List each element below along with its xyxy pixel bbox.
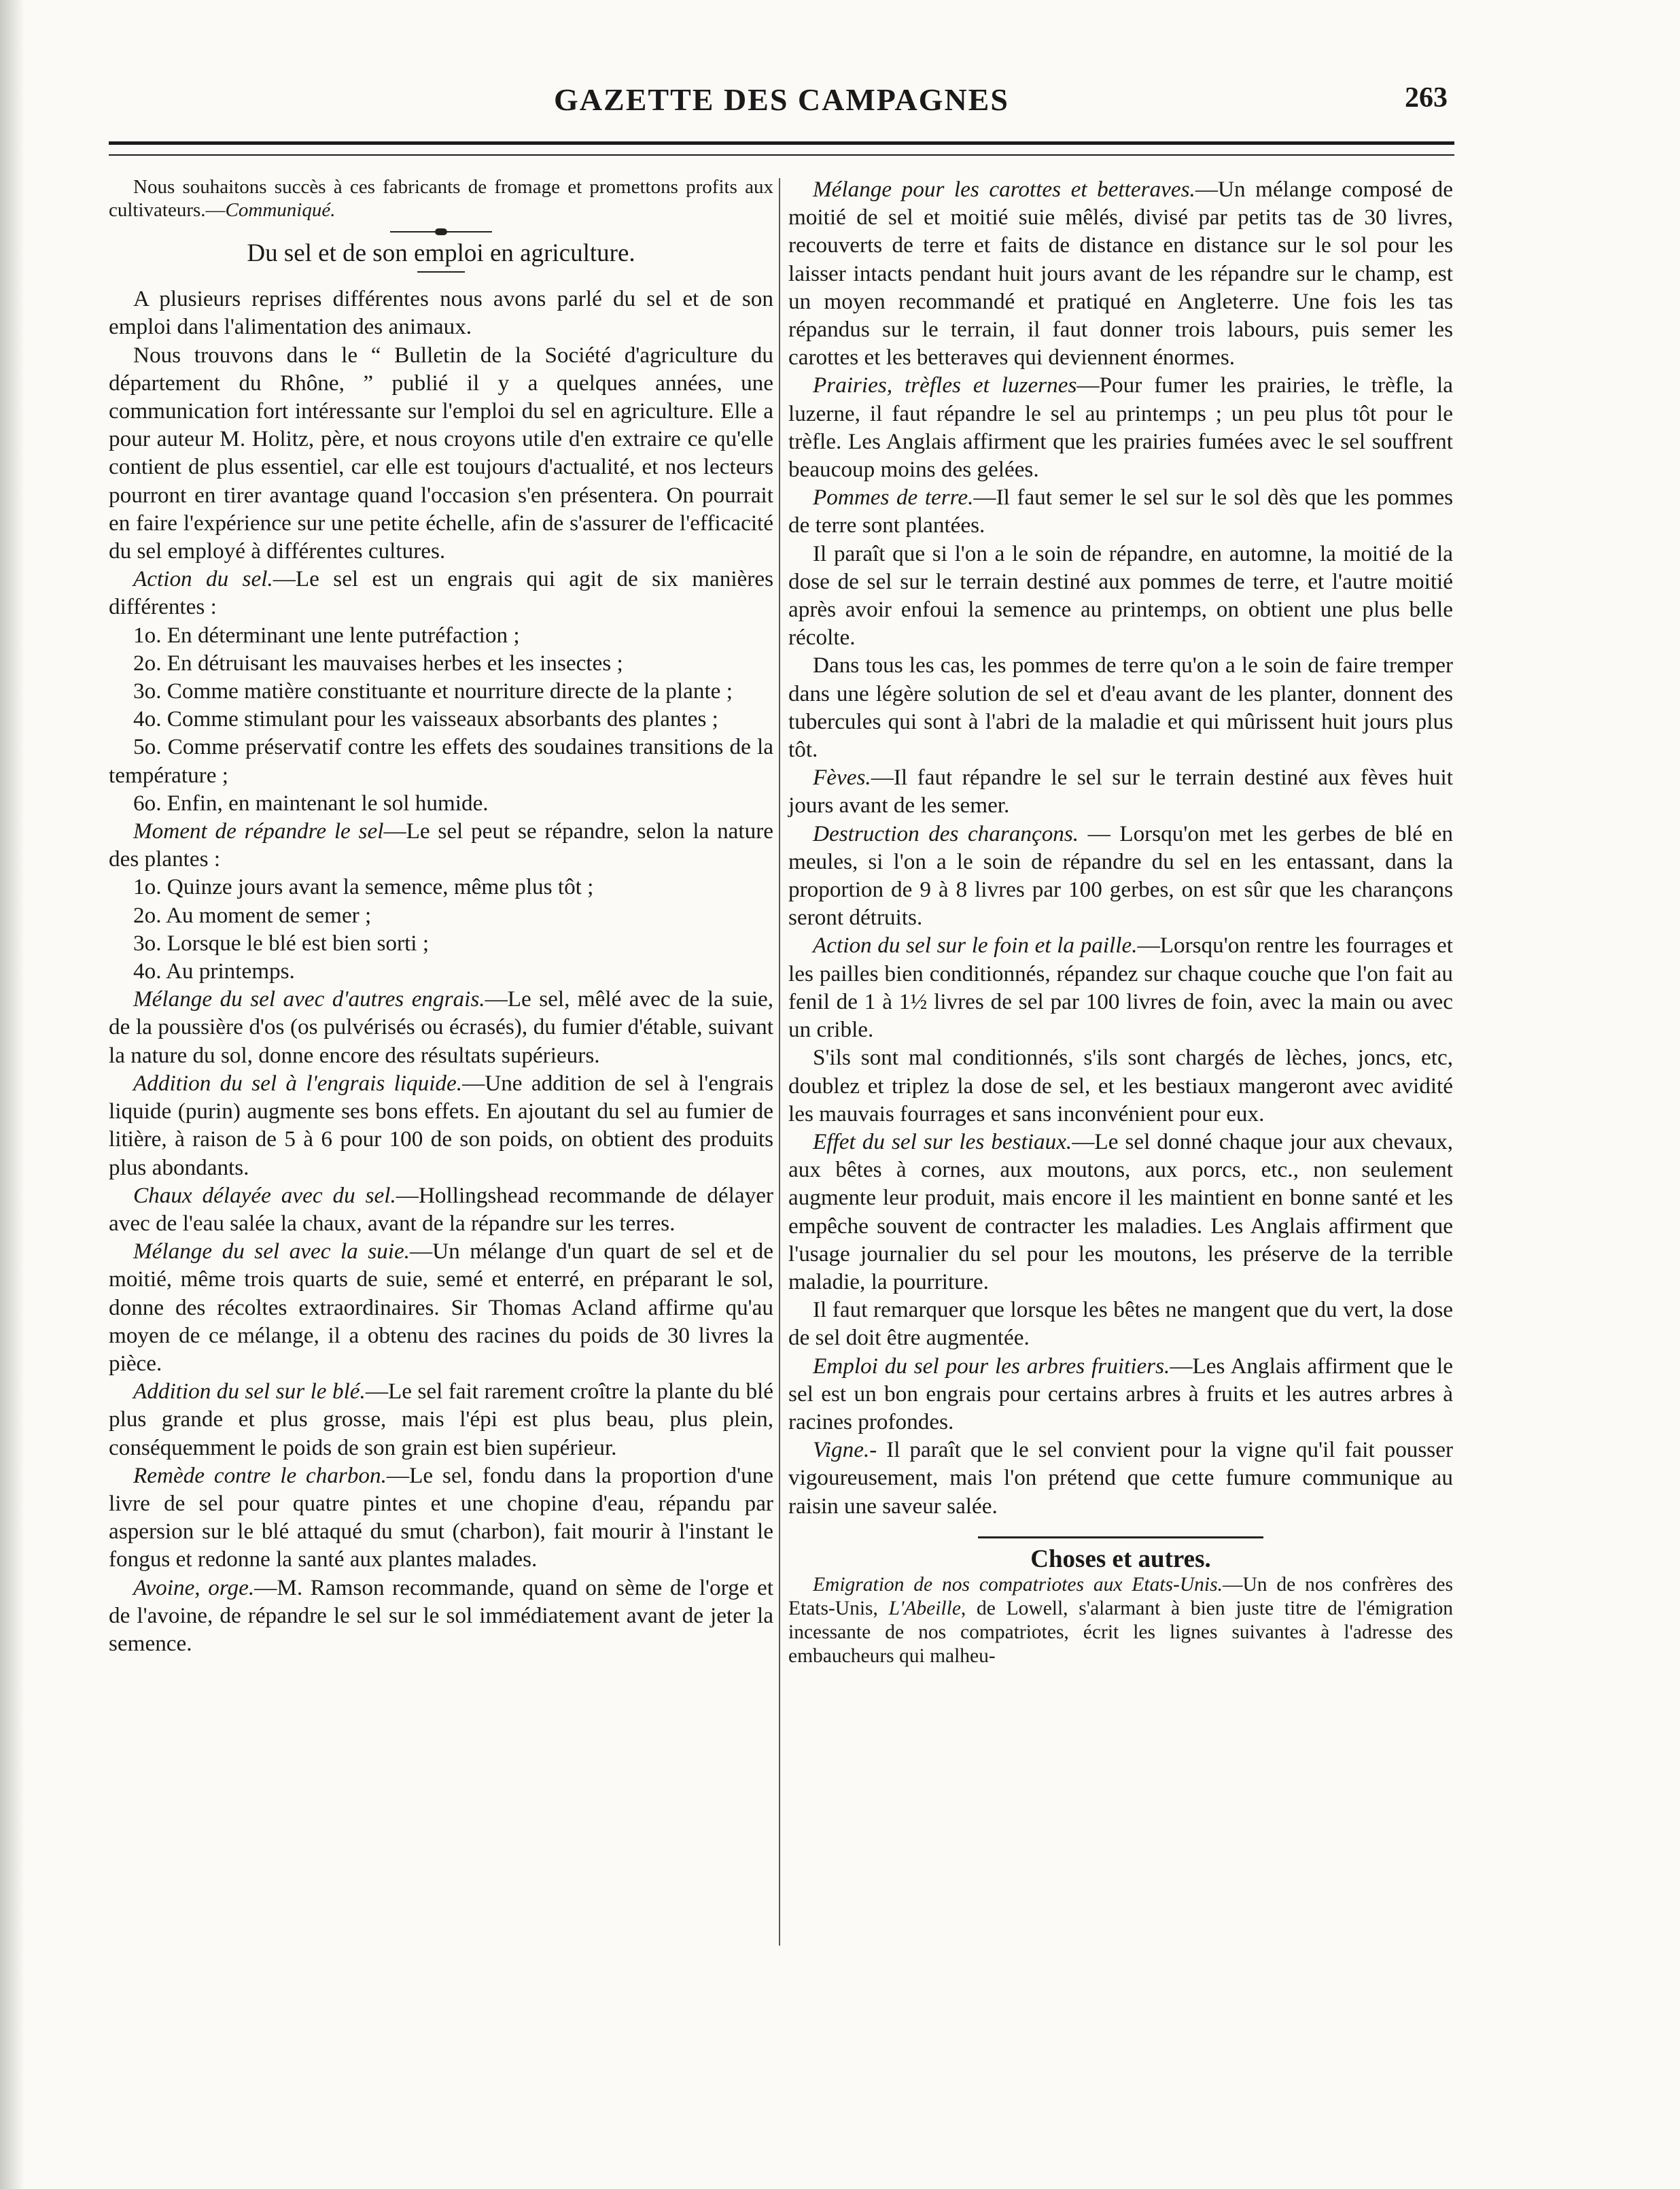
paragraph-lead: Pommes de terre. [813,485,974,511]
article-paragraph [109,677,773,705]
title-rule [417,271,465,273]
paragraph-text: —Le sel, fondu dans la proportion d'une livre de sel pour quatre pintes et une chopine d'eau, répandu par aspersion sur le blé attaqué du smut (charbon), fait mourir à l'instant le fongus et redonne la santé aux plantes malades. [109,1462,773,1572]
paragraph-text: Dans tous les cas, les pommes de terre qu'on a le soin de faire tremper dans une légère solution de sel et d'eau avant de les planter, donnent des tubercules qui sont à l'abri de la maladie et qui mûrissent huit jours plus tôt. [788,653,1453,763]
column-divider [779,178,780,1946]
news-paragraph [788,1573,1453,1668]
article-paragraph [109,341,773,566]
section-rule [978,1536,1263,1538]
article-paragraph [109,901,773,929]
paragraph-text: —Le sel donné chaque jour aux chevaux, aux bêtes à cornes, aux moutons, aux porcs, etc., non seulement augmente leur produit, mais encore il les maintient en bonne santé et les empêche souvent de contracter les maladies. Les Anglais affirment que l'usage journalier du sel pour les moutons, les préserve de la terrible maladie, la pourriture. [788,1128,1453,1294]
paragraph-lead: Remède contre le charbon. [133,1462,387,1488]
article-paragraph [109,621,773,649]
right-article-body [788,175,1453,1520]
paragraph-text: 6o. Enfin, en maintenant le sol humide. [133,790,489,816]
paragraph-lead: Addition du sel sur le blé. [133,1379,366,1404]
paragraph-text: A plusieurs reprises différentes nous avons parlé du sel et de son emploi dans l'alimentation des animaux. [109,286,773,340]
paragraph-text: —Le sel peut se répandre, selon la nature des plantes : [109,818,774,872]
news-publication: L'Abeille [888,1597,961,1619]
article-paragraph [109,1182,773,1237]
article-paragraph [109,789,773,817]
article-paragraph [788,651,1453,763]
paragraph-text: 3o. Comme matière constituante et nourriture directe de la plante ; [133,678,733,704]
paragraph-text: S'ils sont mal conditionnés, s'ils sont chargés de lèches, joncs, etc, doublez et triplez la dose de sel, et les bestiaux mangeront avec avidité les mauvais fourrages et sans inconvénient pour eux. [788,1045,1453,1126]
article-paragraph [109,1574,773,1658]
right-column [788,175,1453,1668]
article-paragraph [788,540,1453,652]
paragraph-text: 4o. Au printemps. [133,959,295,984]
article-paragraph [788,820,1453,932]
paragraph-lead: Avoine, orge. [133,1574,255,1600]
paragraph-text: —Les Anglais affirment que le sel est un bon engrais pour certains arbres à fruits et les autres arbres à racines profondes. [788,1353,1453,1434]
page-number: 263 [1405,82,1448,114]
paragraph-text: —Hollingshead recommande de délayer avec de l'eau salée la chaux, avant de la répandre sur les terres. [109,1182,773,1236]
paragraph-lead: Addition du sel à l'engrais liquide. [133,1070,463,1096]
paragraph-lead: Fèves. [813,765,871,791]
paragraph-text: —Lorsqu'on rentre les fourrages et les pailles bien conditionnés, répandez sur chaque couche que l'on fait au fenil de 1 à 1½ livres de sel par 100 livres de foin, avec la main ou avec un crible. [788,933,1453,1043]
article-paragraph [109,705,773,733]
paragraph-text: —Le sel fait rarement croître la plante du blé plus grande et plus grosse, mais l'épi est plus beau, plus plein, conséquemment le poids de son grain est bien supérieur. [109,1379,773,1460]
running-title: GAZETTE DES CAMPAGNES [554,82,1009,117]
article-paragraph [788,1352,1453,1436]
paragraph-text: —Il faut semer le sel sur le sol dès que les pommes de terre sont plantées. [788,485,1453,538]
left-article-body [109,285,773,1657]
intro-text: Nous souhaitons succès à ces fabricants de fromage et promettons profits aux cultivateurs.— [109,176,773,221]
paragraph-text: —Un mélange composé de moitié de sel et moitié suie mêlés, divisé par petits tas de 30 livres, recouverts de terre et faits de distance en distance sur le sol pour les laisser intacts pendant huit jours avant de les répandre sur le champ, est un moyen recommandé et pratiqué en Angleterre. Une fois les tas répandus sur le terrain, il faut donner trois labours, puis semer les carottes et les betteraves qui deviennent énormes. [788,177,1453,370]
paragraph-text: —Il faut répandre le sel sur le terrain destiné aux fèves huit jours avant de les semer. [788,765,1453,818]
article-paragraph [788,1296,1453,1351]
news-lead: Emigration de nos compatriotes aux Etats-Unis. [813,1573,1223,1596]
intro-signature: Communiqué. [225,199,336,221]
paragraph-text: —Le sel est un engrais qui agit de six manières différentes : [109,566,773,620]
article-paragraph [109,929,773,957]
article-paragraph [109,873,773,901]
article-paragraph [109,1377,773,1462]
paragraph-lead: Action du sel sur le foin et la paille. [813,933,1138,959]
article-paragraph [109,733,773,789]
paragraph-text: —M. Ramson recommande, quand on sème de l'orge et de l'avoine, de répandre le sel sur le sol immédiatement avant de jeter la semence. [109,1574,773,1656]
article-paragraph [109,1069,773,1182]
paragraph-text: — Lorsqu'on met les gerbes de blé en meules, si l'on a le soin de répandre du sel en les entassant, dans la proportion de 9 à 8 livres par 100 gerbes, on est sûr que les charançons seront détruits. [788,821,1453,931]
paragraph-lead: Destruction des charançons. [813,821,1079,846]
paragraph-lead: Moment de répandre le sel [133,818,384,844]
section-title: Choses et autres. [1030,1545,1211,1573]
news-text-before: —Un de nos confrères des Etats-Unis, [788,1573,1454,1619]
article-paragraph [788,1044,1453,1128]
page-header [116,76,1448,131]
paragraph-lead: Action du sel. [133,566,273,592]
article-paragraph [788,1128,1453,1296]
article-paragraph [109,285,773,341]
paragraph-lead: Mélange du sel avec d'autres engrais. [133,986,485,1012]
paragraph-text: —Pour fumer les prairies, le trèfle, la luzerne, il faut répandre le sel au printemps ; un peu plus tôt pour le trèfle. Les Anglais affirment que les prairies fumées avec le sel souffrent beaucoup moins des gelées. [788,373,1453,483]
article-title: Du sel et de son emploi en agriculture. [247,239,635,267]
paragraph-text: Nous trouvons dans le “ Bulletin de la Société d'agriculture du département du Rhône, ” publié il y a quelques années, une communication fort intéressante sur l'emploi du sel en agriculture. Elle a pour auteur M. Holitz, père, et nous croyons utile d'en extraire ce qu'elle contient de plus essentiel, car elle est toujours d'actualité, et nos lecteurs pourront en tirer avantage quand l'occasion s'en présentera. On pourrait en faire l'expérience sur une petite échelle, afin de s'assurer de l'efficacité du sel employé à différentes cultures. [109,342,773,564]
paragraph-lead: Emploi du sel pour les arbres fruitiers. [813,1353,1170,1379]
article-paragraph [109,985,773,1069]
paragraph-text: 5o. Comme préservatif contre les effets des soudaines transitions de la température ; [109,734,773,788]
paragraph-text: —Un mélange d'un quart de sel et de moitié, même trois quarts de suie, semé et enterré, en préparant le sol, donne des récoltes extraordinaires. Sir Thomas Acland affirme qu'au moyen de ce mélange, il a obtenu des racines du poids de 30 livres la pièce. [109,1239,773,1376]
article-paragraph [109,1462,773,1574]
paragraph-lead: Prairies, trèfles et luzernes [813,373,1077,398]
paragraph-text: - Il paraît que le sel convient pour la vigne qu'il fait pousser vigoureusement, mais l'on prétend que cette fumure communique au raisin une saveur salée. [788,1437,1453,1519]
paragraph-lead: Mélange pour les carottes et betteraves. [813,177,1195,202]
intro-paragraph [109,175,773,222]
paragraph-text: —Une addition de sel à l'engrais liquide (purin) augmente ses bons effets. En ajoutant du sel au fumier de litière, à raison de 5 à 6 pour 100 de son poids, on obtient des produits plus abondants. [109,1070,774,1180]
article-paragraph [109,957,773,985]
paragraph-lead: Effet du sel sur les bestiaux. [813,1128,1072,1154]
paragraph-text: 2o. En détruisant les mauvaises herbes et les insectes ; [133,650,623,676]
paragraph-text: —Le sel, mêlé avec de la suie, de la poussière d'os (os pulvérisés ou écrasés), du fumier d'étable, suivant la nature du sol, donne encore des résultats supérieurs. [109,986,774,1068]
paragraph-text: 4o. Comme stimulant pour les vaisseaux absorbants des plantes ; [133,706,718,732]
article-paragraph [109,1237,773,1377]
article-paragraph [788,763,1453,819]
article-paragraph [109,649,773,677]
paragraph-text: 1o. Quinze jours avant la semence, même plus tôt ; [133,874,594,900]
paragraph-text: 1o. En déterminant une lente putréfaction ; [133,622,520,648]
left-column [109,175,773,1657]
article-paragraph [788,175,1453,371]
article-paragraph [788,1436,1453,1520]
header-rule [109,141,1454,156]
paragraph-lead: Chaux délayée avec du sel. [133,1182,396,1208]
article-paragraph [788,483,1453,539]
ornament-divider [390,228,492,235]
paragraph-lead: Mélange du sel avec la suie. [133,1239,410,1264]
article-paragraph [109,565,773,621]
paragraph-lead: Vigne. [813,1437,870,1463]
paragraph-text: 3o. Lorsque le blé est bien sorti ; [133,930,430,956]
news-text-after: , de Lowell, s'alarmant à bien juste titre de l'émigration incessante de nos compatriotes, écrit les lignes suivantes à l'adresse des embaucheurs qui malheu- [788,1597,1453,1667]
scan-edge-shadow [0,0,24,2189]
paragraph-text: Il paraît que si l'on a le soin de répandre, en automne, la moitié de la dose de sel sur le terrain destiné aux pommes de terre, et l'autre moitié après avoir enfoui la semence au printemps, on obtient une plus belle récolte. [788,540,1453,651]
paragraph-text: Il faut remarquer que lorsque les bêtes ne mangent que du vert, la dose de sel doit être augmentée. [788,1297,1453,1351]
paragraph-text: 2o. Au moment de semer ; [133,902,372,928]
article-paragraph [788,371,1453,483]
article-paragraph [109,817,773,873]
article-paragraph [788,931,1453,1044]
